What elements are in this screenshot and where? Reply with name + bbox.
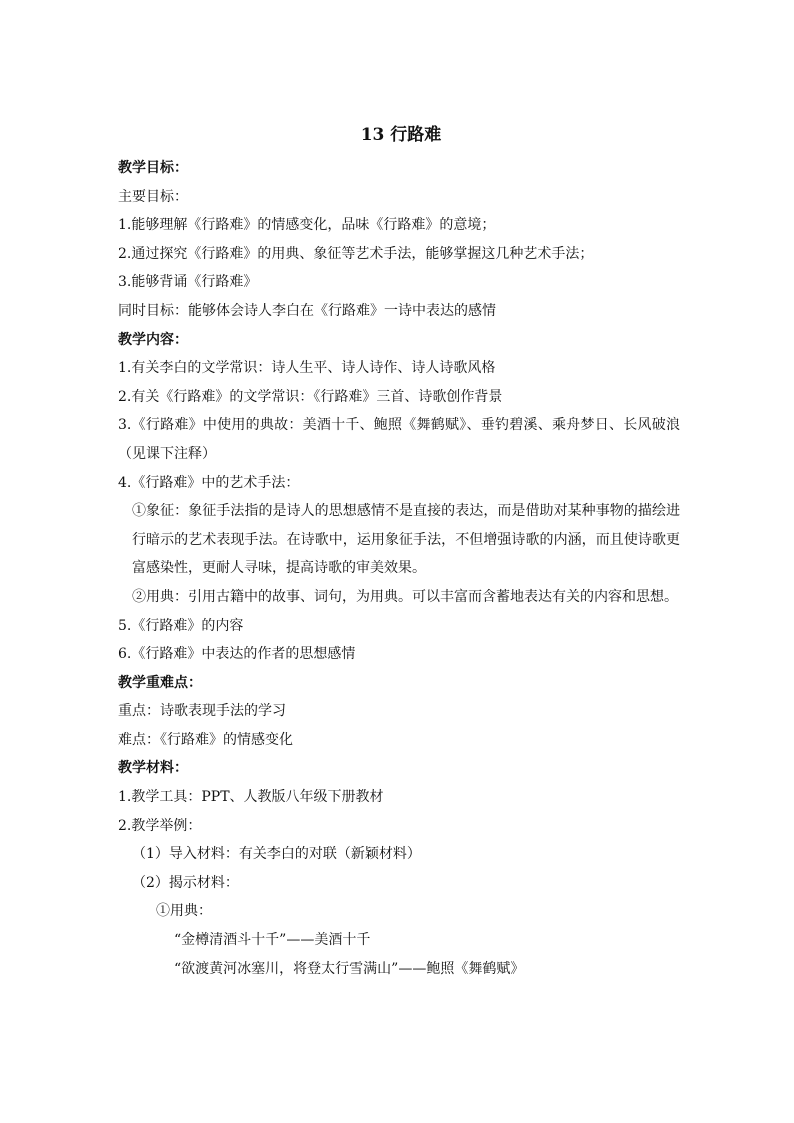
section-heading-materials: 教学材料： bbox=[118, 760, 188, 777]
content-item-5: 5.《行路难》的内容 bbox=[118, 617, 244, 634]
difficult-point: 难点：《行路难》的情感变化 bbox=[118, 731, 293, 748]
document-title: 13 行路难 bbox=[360, 125, 442, 145]
materials-item-2: 2.教学举例： bbox=[118, 817, 202, 834]
content-item-1: 1.有关李白的文学常识：诗人生平、诗人诗作、诗人诗歌风格 bbox=[118, 360, 496, 377]
objective-item-2: 2.通过探究《行路难》的用典、象征等艺术手法，能够掌握这几种艺术手法； bbox=[118, 245, 594, 262]
section-heading-key-points: 教学重难点： bbox=[118, 674, 202, 691]
materials-item-1: 1.教学工具：PPT、人教版八年级下册教材 bbox=[118, 789, 384, 806]
content-item-3: 3.《行路难》中使用的典故：美酒十千、鲍照《舞鹤赋》、垂钓碧溪、乘舟梦日、长风破浪（见课下注释） bbox=[118, 417, 680, 462]
content-item-6: 6.《行路难》中表达的作者的思想感情 bbox=[118, 646, 356, 663]
materials-subitem-2: （2）揭示材料： bbox=[132, 874, 239, 891]
technique-symbolism-paragraph: ①象征：象征手法指的是诗人的思想感情不是直接的表达，而是借助对某种事物的描绘进行暗示的艺术表现手法。在诗歌中，运用象征手法，不但增强诗歌的内涵，而且使诗歌更富感染性，更耐人寻味，提高诗歌的审美效果。 bbox=[132, 503, 680, 577]
allusion-example-2: “欲渡黄河冰塞川，将登太行雪满山”——鲍照《舞鹤赋》 bbox=[174, 960, 525, 977]
section-heading-objectives: 教学目标： bbox=[118, 160, 188, 176]
technique-allusion-paragraph: ②用典：引用古籍中的故事、词句，为用典。可以丰富而含蓄地表达有关的内容和思想。 bbox=[132, 588, 678, 605]
content-item-2: 2.有关《行路难》的文学常识：《行路难》三首、诗歌创作背景 bbox=[118, 388, 503, 405]
content-item-4: 4.《行路难》中的艺术手法： bbox=[118, 474, 300, 491]
secondary-objective: 同时目标：能够体会诗人李白在《行路难》一诗中表达的感情 bbox=[118, 302, 496, 319]
objective-item-3: 3.能够背诵《行路难》 bbox=[118, 274, 258, 291]
key-point: 重点：诗歌表现手法的学习 bbox=[118, 703, 286, 720]
document-page bbox=[118, 122, 680, 983]
subheading-main-objectives: 主要目标： bbox=[118, 188, 188, 205]
allusion-example-1: “金樽清酒斗十千”——美酒十千 bbox=[174, 932, 371, 949]
materials-subitem-1: （1）导入材料：有关李白的对联（新颖材料） bbox=[132, 846, 421, 863]
allusion-label: ①用典： bbox=[156, 903, 212, 920]
objective-item-1: 1.能够理解《行路难》的情感变化，品味《行路难》的意境； bbox=[118, 217, 496, 234]
section-heading-content: 教学内容： bbox=[118, 331, 188, 348]
